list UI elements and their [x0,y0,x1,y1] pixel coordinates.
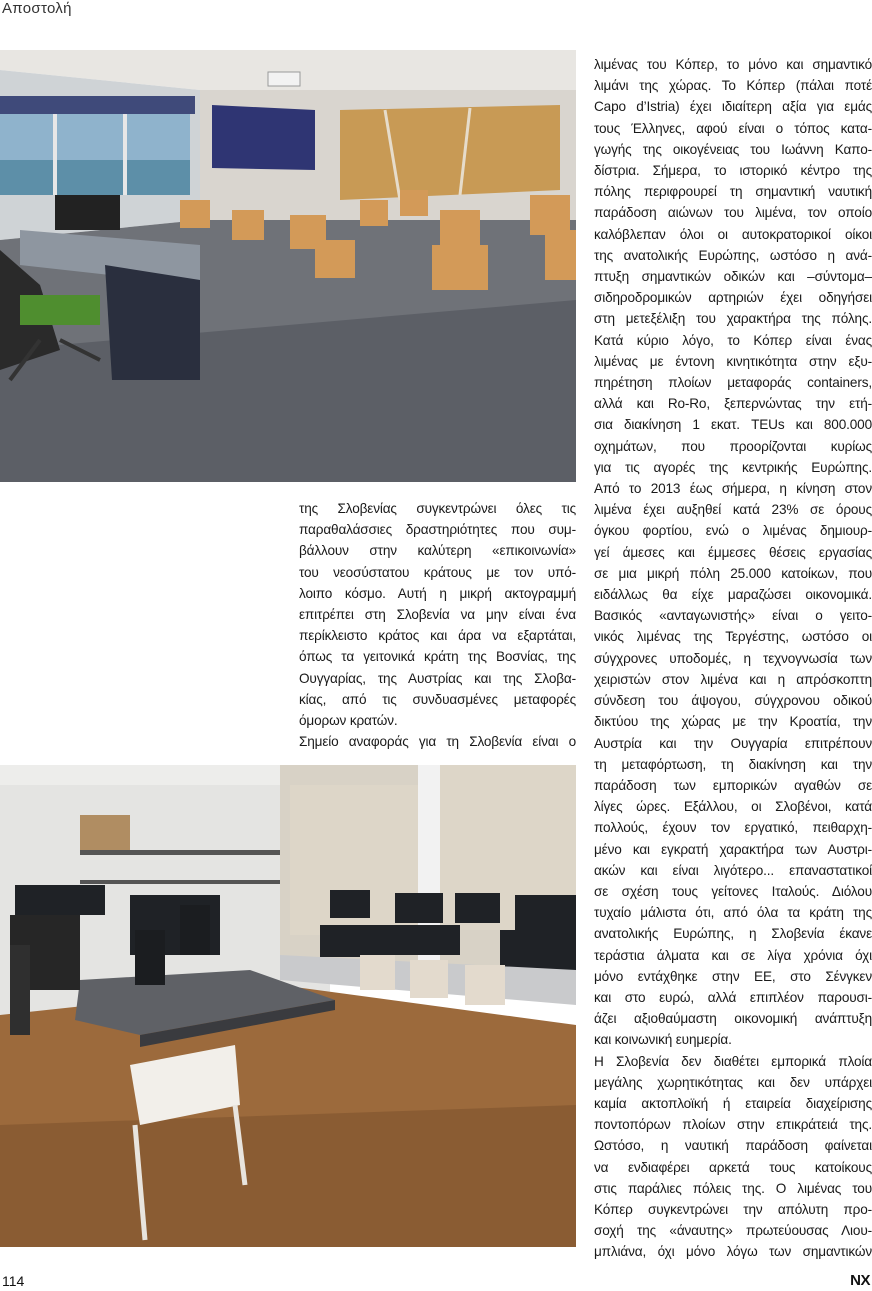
text-line: του νεοσύστατου κράτους με τον υπό- [299,564,576,580]
text-line: της Σλοβενίας συγκεντρώνει όλες τις [299,501,576,516]
text-line: νικός λιμένας της Τεργέστης, ωστόσο οι [594,629,872,645]
text-line: τυχαίο μάλιστα ότι, από όλα τα κράτη της [594,905,872,921]
text-line: της ανατολικής Ευρώπης, ωστόσο η ανά- [594,247,872,263]
text-line: πτυξη σημαντικών οδικών και –σύντομα– [594,269,872,285]
text-line: τους Έλληνες, αφού είναι ο τόπος κατα- [594,120,872,136]
text-line: βάλλουν στην καλύτερη «επικοινωνία» [299,543,576,559]
text-line: κίας, από τις συνδυασμένες μεταφορές [299,691,576,707]
text-line: οχημάτων, που προορίζονται κυρίως [594,438,872,454]
text-line: παραθαλάσσιες δραστηριότητες που συμ- [299,522,576,538]
text-line: πολλούς, έχουν τον εργατικό, πειθαρχη- [594,820,872,836]
text-line: ποντοπόρων πλοίων στην επικράτειά της. [594,1117,872,1133]
text-line: Βασικός «ανταγωνιστής» είναι ο γειτο- [594,608,872,624]
text-line: όμορων κρατών. [299,713,398,729]
text-line: μπλιάνα, όχι μόνο λόγω των σημαντικών [594,1244,872,1260]
text-line: σε σχέση τους γείτονες Ιταλούς. Διόλου [594,883,872,899]
text-line: Capo d’Istria) έχει ιδιαίτερη αξία για εμάς [594,99,872,115]
text-line: Ωστόσο, η ναυτική παράδοση φαίνεται [594,1138,872,1154]
text-line: περίκλειστο κράτος και άρα να εξαρτάται, [299,628,576,644]
text-line: στη μετεξέλιξη του χαρακτήρα της πόλης. [594,311,872,327]
text-line: άζει αξιοθαύμαστη οικονομική ανάπτυξη [594,1011,872,1027]
text-line: καμία ακτοπλοϊκή ή εταιρεία διαχείρισης [594,1095,872,1111]
text-line: όπως τα γειτονικά κράτη της Βοσνίας, της [299,649,576,665]
text-line: και στο ευρώ, αλλά επιπλέον παρουσι- [594,989,872,1005]
text-line: παράδοση των εμπορικών αγαθών σε [594,777,872,793]
text-line: ακών και είναι λιγότερο... επαναστατικοί [594,862,872,878]
text-line: γωγής της οικογένειας του Ιωάννη Καπο- [594,141,872,157]
text-line: σε μια μικρή πόλη 25.000 κατοίκων, που [594,565,872,581]
text-line: ανατολικής Ευρώπης, η Σλοβενία έκανε [594,926,872,942]
text-line: γεί άμεσες και έμμεσες θέσεις εργασίας [594,544,872,560]
text-line: τεράστια άλματα και σε λίγα χρόνια όχι [594,947,872,963]
text-line: μόνο εντάχθηκε στην ΕΕ, στο Σένγκεν [594,968,872,984]
text-line: σοχή της «άναυτης» πρωτεύουσας Λιου- [594,1223,872,1239]
text-line: σύνδεση του άψογου, σύγχρονου οδικού [594,693,872,709]
text-line: μένο και εγκρατή χαρακτήρα των Αυστρι- [594,841,872,857]
article-text-middle [299,498,576,752]
text-line: λιμένα έχει αυξηθεί κατά 23% σε όρους [594,502,872,518]
text-line: Κατά κύριο λόγο, το Κόπερ είναι ένας [594,332,872,348]
text-line: ειδάλλως θα είχε μαραζώσει οικονομικά. [594,587,872,603]
text-line: δίστρια. Σήμερα, το ιστορικό κέντρο της [594,163,872,179]
text-line: λιμένας με έντονη κινητικότητα στην εξυ- [594,353,872,369]
text-line: τη μεταφόρτωση, τη διακίνηση και την [594,756,872,772]
text-line: σιδηροδρομικών αρτηριών έχει οδηγήσει [594,290,872,306]
text-line: λίγες ώρες. Εξάλλου, οι Σλοβένοι, κατά [594,799,872,815]
text-line: πόλης περιφρουρεί τη σημαντική ναυτική [594,184,872,200]
text-line: όγκου φορτίου, ενώ ο λιμένας δημιουρ- [594,523,872,539]
article-text-right [594,54,872,1263]
text-line: λιμάνι της χώρας. Το Κόπερ (πάλαι ποτέ [594,78,872,94]
text-line: να ενδιαφέρει αρκετά τους κατοίκους [594,1159,872,1175]
magazine-logo: NX [850,1272,870,1289]
text-line: για τις αγορές της κεντρικής Ευρώπης. [594,459,872,475]
text-line: αλλά και Ro-Ro, ξεπερνώντας την ετή- [594,396,872,412]
text-line: δικτύου της χώρας με την Κροατία, την [594,714,872,730]
text-line: σύγχρονες υποδομές, η τεχνογνωσία των [594,650,872,666]
text-line: παράδοση αιώνων του λιμένα, τον οποίο [594,205,872,221]
text-line: Αυστρία και την Ουγγαρία επιτρέπουν [594,735,872,751]
text-line: Η Σλοβενία δεν διαθέτει εμπορικά πλοία [594,1053,872,1069]
section-label: Αποστολή [2,0,72,17]
text-line: χειριστών στον λιμένα και η απρόσκοπτη [594,671,872,687]
text-line: στις παράλιες πόλεις της. Ο λιμένας του [594,1180,872,1196]
text-line: πηρέτηση πλοίων μεταφοράς containers, [594,375,872,391]
text-line: λιμένας του Κόπερ, το μόνο και σημαντικό [594,57,872,72]
text-line: επιτρέπει στη Σλοβενία να μην είναι ένα [299,607,576,623]
text-line: σια διακίνηση 1 εκατ. TEUs και 800.000 [594,417,872,433]
text-line: λοιπο κόσμο. Αυτή η μικρή ακτογραμμή [299,585,576,601]
text-line: Σημείο αναφοράς για τη Σλοβενία είναι ο [299,734,576,750]
text-line: Κόπερ συγκεντρώνει την απόλυτη προ- [594,1201,872,1217]
page-number: 114 [2,1273,25,1289]
text-line: Ουγγαρίας, της Αυστρίας και της Σλοβα- [299,670,576,686]
text-line: και κοινωνική ευημερία. [594,1032,732,1048]
text-line: Από το 2013 έως σήμερα, η κίνηση στον [594,481,872,497]
text-line: μεγάλης χωρητικότητας και δεν υπάρχει [594,1074,872,1090]
computer-lab-photo [0,765,576,1247]
classroom-photo [0,50,576,482]
text-line: καλόβλεπαν όλοι οι αυτοκρατορικοί οίκοι [594,226,872,242]
